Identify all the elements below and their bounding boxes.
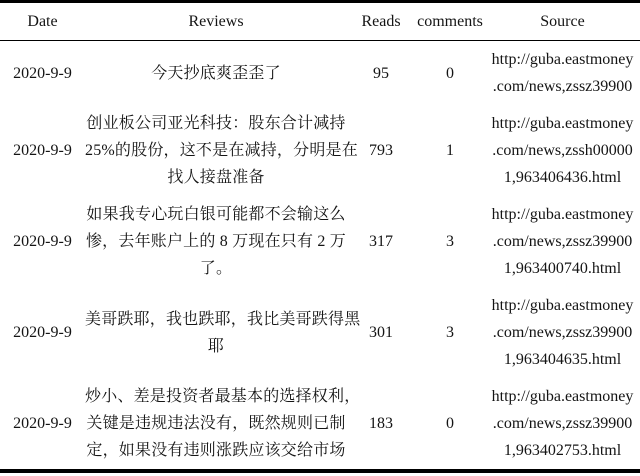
col-header-date: Date: [0, 2, 85, 41]
cell-review: [85, 41, 347, 106]
cell-date: [0, 287, 85, 378]
cell-source-line: http://guba.eastmoney: [491, 297, 634, 314]
cell-source-line: .com/news,zssz39900: [492, 78, 633, 95]
cell-reads-line: 317: [369, 233, 393, 250]
cell-date: [0, 105, 85, 196]
cell-source-line: http://guba.eastmoney: [491, 206, 634, 223]
cell-comments-line: 3: [446, 324, 454, 341]
col-header-reviews: Reviews: [85, 2, 347, 41]
cell-date-line: 2020-9-9: [13, 233, 72, 250]
cell-review-line: 今天抄底爽歪歪了: [151, 64, 281, 82]
cell-review-line: 找人接盘准备: [167, 169, 265, 186]
cell-date-line: 2020-9-9: [13, 142, 72, 159]
cell-date: [0, 378, 85, 471]
cell-reads-line: 301: [369, 324, 393, 341]
cell-reads: [347, 196, 415, 287]
cell-source: [485, 41, 640, 106]
cell-comments: [415, 378, 485, 471]
cell-comments-line: 0: [446, 64, 454, 82]
cell-source-line: .com/news,zssh00000: [492, 142, 633, 159]
table-row: [0, 105, 640, 196]
cell-review: [85, 105, 358, 196]
table-row: [0, 41, 640, 106]
cell-source: [485, 105, 640, 196]
cell-date-line: 2020-9-9: [13, 64, 72, 82]
table-header: [0, 2, 640, 41]
cell-reads-line: 95: [373, 64, 389, 82]
cell-review: [85, 378, 361, 471]
cell-source-line: .com/news,zssz39900: [492, 324, 633, 341]
cell-reads-line: 793: [369, 142, 393, 159]
cell-review-line: 了。: [199, 260, 233, 277]
cell-date: [0, 196, 85, 287]
cell-review-line: 耶: [207, 337, 225, 355]
cell-review-line: 美哥跌耶，我也跌耶，我比美哥跌得黑: [85, 310, 361, 328]
cell-review-line: 惨，去年账户上的 8 万现在只有 2 万: [85, 233, 346, 250]
cell-source-line: http://guba.eastmoney: [491, 388, 634, 405]
cell-review-line: 炒小、差是投资者最基本的选择权利，: [85, 388, 361, 405]
table-body: [0, 41, 640, 472]
table-row: [0, 378, 640, 471]
header-row: [0, 2, 640, 41]
cell-source-line: 1,963400740.html: [503, 260, 622, 277]
cell-comments-line: 0: [446, 415, 454, 432]
cell-date-line: 2020-9-9: [13, 415, 72, 432]
cell-source-line: 1,963406436.html: [503, 169, 622, 186]
cell-review-line: 如果我专心玩白银可能都不会输这么: [86, 206, 346, 223]
cell-source-line: .com/news,zssz39900: [492, 415, 633, 432]
col-header-comments: comments: [415, 2, 485, 41]
cell-source-line: 1,963402753.html: [503, 442, 622, 459]
cell-source-line: http://guba.eastmoney: [491, 51, 634, 68]
cell-comments: [415, 196, 485, 287]
cell-review: [85, 196, 347, 287]
cell-review-line: 创业板公司亚光科技：股东合计减持: [86, 115, 346, 132]
cell-review-line: 定，如果没有违则涨跌应该交给市场: [86, 442, 346, 459]
cell-date: [0, 41, 85, 106]
col-header-reads: Reads: [347, 2, 415, 41]
col-header-source: Source: [485, 2, 640, 41]
cell-comments: [415, 41, 485, 106]
cell-review: [85, 287, 361, 378]
cell-comments-line: 3: [446, 233, 454, 250]
cell-reads: [347, 41, 415, 106]
cell-date-line: 2020-9-9: [13, 324, 72, 341]
cell-review-line: 25%的股份，这不是在减持，分明是在: [85, 142, 358, 159]
table-row: [0, 196, 640, 287]
cell-source-line: http://guba.eastmoney: [491, 115, 634, 132]
cell-source: [485, 287, 640, 378]
cell-source-line: .com/news,zssz39900: [492, 233, 633, 250]
cell-comments: [415, 287, 485, 378]
cell-comments-line: 1: [446, 142, 454, 159]
cell-source: [485, 196, 640, 287]
cell-source: [485, 378, 640, 471]
cell-reads-line: 183: [369, 415, 393, 432]
table-row: [0, 287, 640, 378]
cell-reads: [347, 287, 415, 378]
cell-review-line: 关键是违规违法没有，既然规则已制: [86, 415, 346, 432]
cell-source-line: 1,963404635.html: [503, 351, 622, 368]
cell-comments: [415, 105, 485, 196]
